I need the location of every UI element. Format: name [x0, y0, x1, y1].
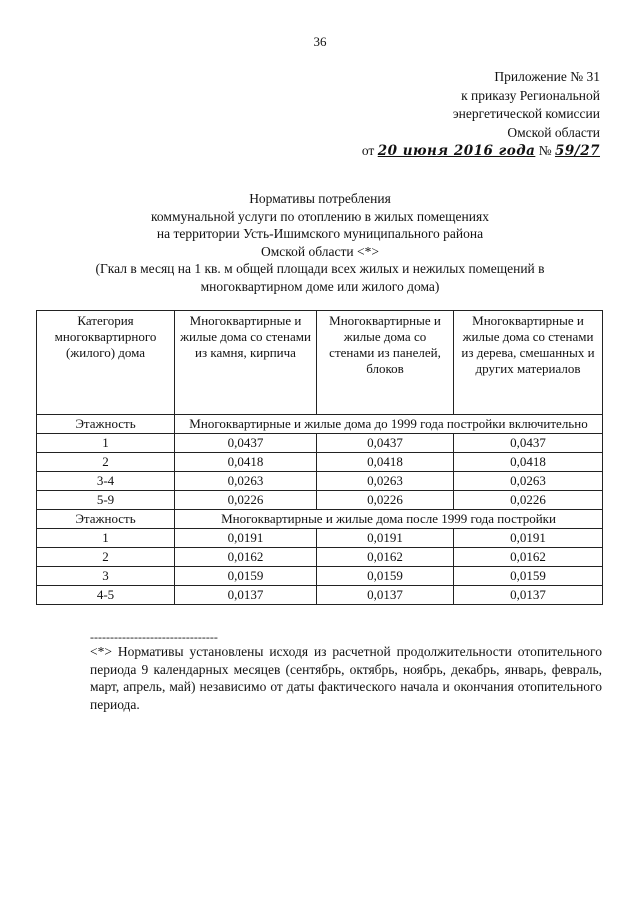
- floors-cell: 3: [37, 567, 175, 586]
- floors-cell: 2: [37, 453, 175, 472]
- value-cell: 0,0162: [175, 548, 317, 567]
- floors-cell: 4-5: [37, 586, 175, 605]
- norms-table: [36, 310, 603, 605]
- table-row: [37, 491, 603, 510]
- appendix-line-4: Омской области: [507, 124, 600, 140]
- appendix-line-3: энергетической комиссии: [452, 106, 600, 121]
- appendix-block: [362, 68, 600, 161]
- title-line-4: Омской области <*>: [261, 243, 379, 259]
- header-category: Категория многоквартирного (жилого) дома: [37, 311, 175, 415]
- floors-cell: 1: [37, 529, 175, 548]
- value-cell: 0,0191: [317, 529, 454, 548]
- value-cell: 0,0263: [317, 472, 454, 491]
- handwritten-order-number: 59/27: [554, 143, 600, 159]
- order-date-line: [362, 142, 600, 161]
- value-cell: 0,0263: [454, 472, 603, 491]
- from-label: от: [361, 143, 375, 158]
- header-wood-mixed: Многоквартирные и жилые дома со стенами из дерева, смешанных и других материалов: [454, 311, 603, 415]
- header-panels-blocks: Многоквартирные и жилые дома со стенами из панелей, блоков: [317, 311, 454, 415]
- table-row: [37, 567, 603, 586]
- floors-cell: 2: [37, 548, 175, 567]
- value-cell: 0,0263: [175, 472, 317, 491]
- value-cell: 0,0437: [175, 434, 317, 453]
- header-stone-brick: Многоквартирные и жилые дома со стенами из камня, кирпича: [175, 311, 317, 415]
- value-cell: 0,0226: [454, 491, 603, 510]
- value-cell: 0,0191: [454, 529, 603, 548]
- value-cell: 0,0159: [317, 567, 454, 586]
- section-2-title: Многоквартирные и жилые дома после 1999 года постройки: [175, 510, 603, 529]
- section-1-title: Многоквартирные и жилые дома до 1999 года постройки включительно: [175, 415, 603, 434]
- table-row: [37, 548, 603, 567]
- floors-cell: 3-4: [37, 472, 175, 491]
- section-2-row: [37, 510, 603, 529]
- number-label: №: [538, 143, 552, 158]
- value-cell: 0,0418: [317, 453, 454, 472]
- value-cell: 0,0159: [175, 567, 317, 586]
- floors-cell: 5-9: [37, 491, 175, 510]
- table-row: [37, 453, 603, 472]
- table-row: [37, 434, 603, 453]
- value-cell: 0,0418: [175, 453, 317, 472]
- footnote-divider: --------------------------------: [90, 630, 218, 644]
- table-row: [37, 586, 603, 605]
- value-cell: 0,0162: [454, 548, 603, 567]
- value-cell: 0,0137: [175, 586, 317, 605]
- appendix-line-2: к приказу Региональной: [461, 87, 600, 103]
- title-line-6: многоквартирном доме или жилого дома): [200, 278, 440, 294]
- title-line-2: коммунальной услуги по отоплению в жилых помещениях: [151, 208, 489, 224]
- title-line-3: на территории Усть-Ишимского муниципального района: [156, 226, 484, 241]
- value-cell: 0,0437: [317, 434, 454, 453]
- title-line-1: Нормативы потребления: [249, 191, 391, 206]
- section-2-label: Этажность: [37, 510, 175, 529]
- floors-cell: 1: [37, 434, 175, 453]
- value-cell: 0,0191: [175, 529, 317, 548]
- section-1-label: Этажность: [37, 415, 175, 434]
- table-row: [37, 472, 603, 491]
- page-number: 36: [313, 34, 327, 49]
- document-title: [30, 190, 610, 295]
- appendix-line-1: Приложение № 31: [494, 69, 600, 84]
- footnote-text: <*> Нормативы установлены исходя из расчетной продолжительности отопительного периода 9 календарных месяцев (сентябрь, октябрь, ноябрь, декабрь, январь, февраль, март, апрель, май) независимо от даты фактического начала и окончания отопительного периода.: [90, 644, 602, 712]
- table-header-row: [37, 311, 603, 415]
- section-1-row: [37, 415, 603, 434]
- title-line-5: (Гкал в месяц на 1 кв. м общей площади всех жилых и нежилых помещений в: [95, 261, 545, 276]
- value-cell: 0,0162: [317, 548, 454, 567]
- table-row: [37, 529, 603, 548]
- value-cell: 0,0226: [175, 491, 317, 510]
- value-cell: 0,0137: [454, 586, 603, 605]
- value-cell: 0,0437: [454, 434, 603, 453]
- handwritten-date: 20 июня 2016 года: [377, 143, 536, 159]
- value-cell: 0,0159: [454, 567, 603, 586]
- value-cell: 0,0137: [317, 586, 454, 605]
- value-cell: 0,0226: [317, 491, 454, 510]
- value-cell: 0,0418: [454, 453, 603, 472]
